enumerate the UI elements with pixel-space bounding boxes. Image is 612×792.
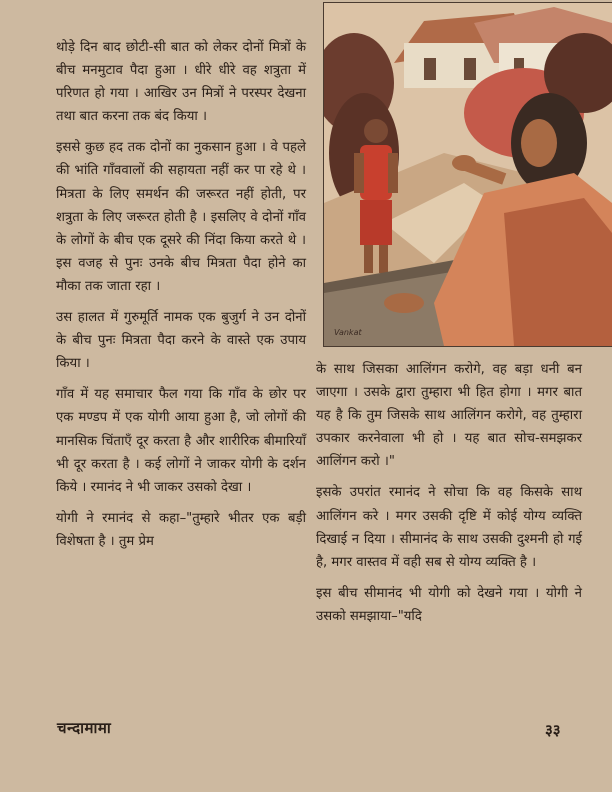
story-illustration: [323, 2, 612, 347]
paragraph: इस बीच सीमानंद भी योगी को देखने गया । योगी ने उसको समझाया–"यदि: [316, 585, 582, 624]
yogi-and-man-illustration: [324, 3, 612, 346]
magazine-name: चन्दामामा: [57, 719, 112, 737]
paragraph: योगी ने रमानंद से कहा–"तुम्हारे भीतर एक बड़ी विशेषता है । तुम प्रेम: [56, 510, 306, 549]
paragraph: इसके उपरांत रमानंद ने सोचा कि वह किसके साथ आलिंगन करे । मगर उसकी दृष्टि में कोई योग्य व्यक्ति दिखाई न दिया । सीमानंद के साथ उसकी दुश्मनी हो गई है, मगर वास्तव में वही सब से योग्य व्यक्ति है ।: [316, 485, 582, 570]
page-number: ३३: [545, 721, 561, 739]
paragraph: उस हालत में गुरुमूर्ति नामक एक बुजुर्ग ने उन दोनों के बीच पुनः मित्रता पैदा करने के वास्ते एक उपाय किया ।: [56, 310, 306, 372]
paragraph: के साथ जिसका आलिंगन करोगे, वह बड़ा धनी बन जाएगा । उसके द्वारा तुम्हारा भी हित होगा । मगर बात यह है कि तुम जिसके साथ आलिंगन करोगे, वह तुम्हारा उपकार करनेवाला भी हो । यह बात सोच-समझकर आलिंगन करो ।": [316, 362, 582, 470]
right-text-column: [316, 358, 582, 628]
illustration-signature: Vankat: [334, 328, 362, 337]
paragraph: थोड़े दिन बाद छोटी-सी बात को लेकर दोनों मित्रों के बीच मनमुटाव पैदा हुआ । धीरे धीरे वह शत्रुता में परिणत हो गया । आखिर उन मित्रों ने परस्पर देखना तथा बात करना तक बंद किया ।: [56, 40, 306, 125]
paragraph: गाँव में यह समाचार फैल गया कि गाँव के छोर पर एक मण्डप में एक योगी आया हुआ है, जो लोगों की मानसिक चिंताएँ दूर करता है और शारीरिक बीमारियाँ भी दूर करता है । कई लोगों ने जाकर योगी के दर्शन किये । रमानंद ने भी जाकर उसको देखा ।: [56, 387, 306, 495]
left-text-column: [56, 36, 306, 553]
paragraph: इससे कुछ हद तक दोनों का नुकसान हुआ । वे पहले की भांति गाँववालों की सहायता नहीं कर पा रहे थे । मित्रता के लिए समर्थन की जरूरत नहीं होती, पर शत्रुता के लिए जरूरत होती है । इसलिए वे दोनों गाँव के लोगों के बीच एक दूसरे की निंदा किया करते थे । इस वजह से पुनः उनके बीच मित्रता पैदा होने का मौका तक जाता रहा ।: [56, 140, 306, 294]
